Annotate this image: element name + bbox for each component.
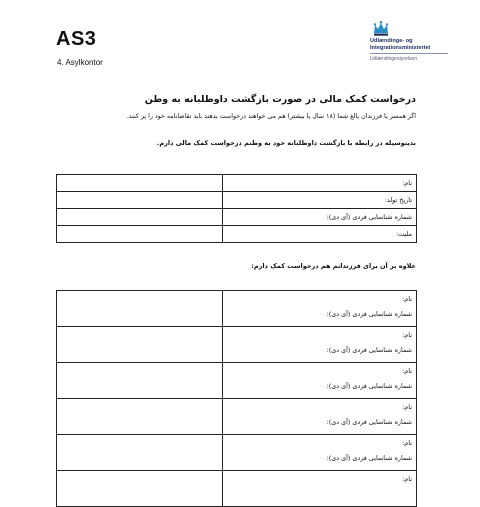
child-id-label: شماره شناسایی فردی (آی دی): (326, 346, 412, 354)
child-label-cell (223, 291, 417, 327)
child-name-label: نام: (402, 475, 412, 483)
child-input-cell[interactable] (57, 399, 223, 435)
applicant-form-table (56, 174, 417, 243)
child-input-cell[interactable] (57, 327, 223, 363)
child-input-cell[interactable] (57, 291, 223, 327)
table-row (57, 291, 417, 327)
child-name-label: نام: (402, 367, 412, 375)
logo-ministry-line2: Integrationsministeriet (370, 44, 431, 51)
children-form-table (56, 290, 417, 507)
birthdate-label: تاریخ تولد: (223, 192, 417, 209)
id-number-input-cell[interactable] (57, 209, 223, 226)
child-label-cell (223, 435, 417, 471)
child-input-cell[interactable] (57, 435, 223, 471)
child-name-label: نام: (402, 295, 412, 303)
child-label-cell (223, 363, 417, 399)
applicant-statement: بدینوسیله در رابطه با بازگشت داوطلبانه خود به وطنم درخواست کمک مالی دارم. (156, 139, 416, 147)
child-label-cell (223, 471, 417, 507)
intro-text: اگر همسر یا فرزندان بالغ شما (۱۸ سال یا بیشتر) هم می خواهند درخواست بدهند باید تقاضانامه خود را پر کنند. (126, 113, 416, 120)
nationality-input-cell[interactable] (57, 226, 223, 243)
office-label: 4. Asylkontor (57, 58, 103, 67)
id-number-label: شماره شناسایی فردی (آی دی): (223, 209, 417, 226)
child-input-cell[interactable] (57, 471, 223, 507)
birthdate-input-cell[interactable] (57, 192, 223, 209)
page-title: درخواست کمک مالی در صورت بازگشت داوطلبانه به وطن (144, 94, 416, 105)
table-row (57, 435, 417, 471)
name-input-cell[interactable] (57, 175, 223, 192)
logo-ministry-line1: Udlændinge- og (370, 38, 413, 44)
child-name-label: نام: (402, 331, 412, 339)
form-code: AS3 (56, 28, 97, 50)
table-row (57, 226, 417, 243)
child-name-label: نام: (402, 403, 412, 411)
table-row (57, 175, 417, 192)
logo-subtitle: Udlændingestyrelsen (370, 56, 417, 63)
child-label-cell (223, 327, 417, 363)
name-label: نام: (223, 175, 417, 192)
child-label-cell (223, 399, 417, 435)
child-input-cell[interactable] (57, 363, 223, 399)
children-statement: علاوه بر آن برای فرزندانم هم درخواست کمک دارم: (251, 262, 416, 270)
table-row (57, 192, 417, 209)
logo-divider (370, 53, 448, 54)
child-id-label: شماره شناسایی فردی (آی دی): (326, 418, 412, 426)
crown-icon (372, 20, 390, 38)
table-row (57, 209, 417, 226)
table-row (57, 471, 417, 507)
child-id-label: شماره شناسایی فردی (آی دی): (326, 454, 412, 462)
nationality-label: ملیت: (223, 226, 417, 243)
table-row (57, 363, 417, 399)
child-name-label: نام: (402, 439, 412, 447)
ministry-logo (370, 20, 470, 62)
table-row (57, 399, 417, 435)
child-id-label: شماره شناسایی فردی (آی دی): (326, 382, 412, 390)
child-id-label: شماره شناسایی فردی (آی دی): (326, 310, 412, 318)
table-row (57, 327, 417, 363)
